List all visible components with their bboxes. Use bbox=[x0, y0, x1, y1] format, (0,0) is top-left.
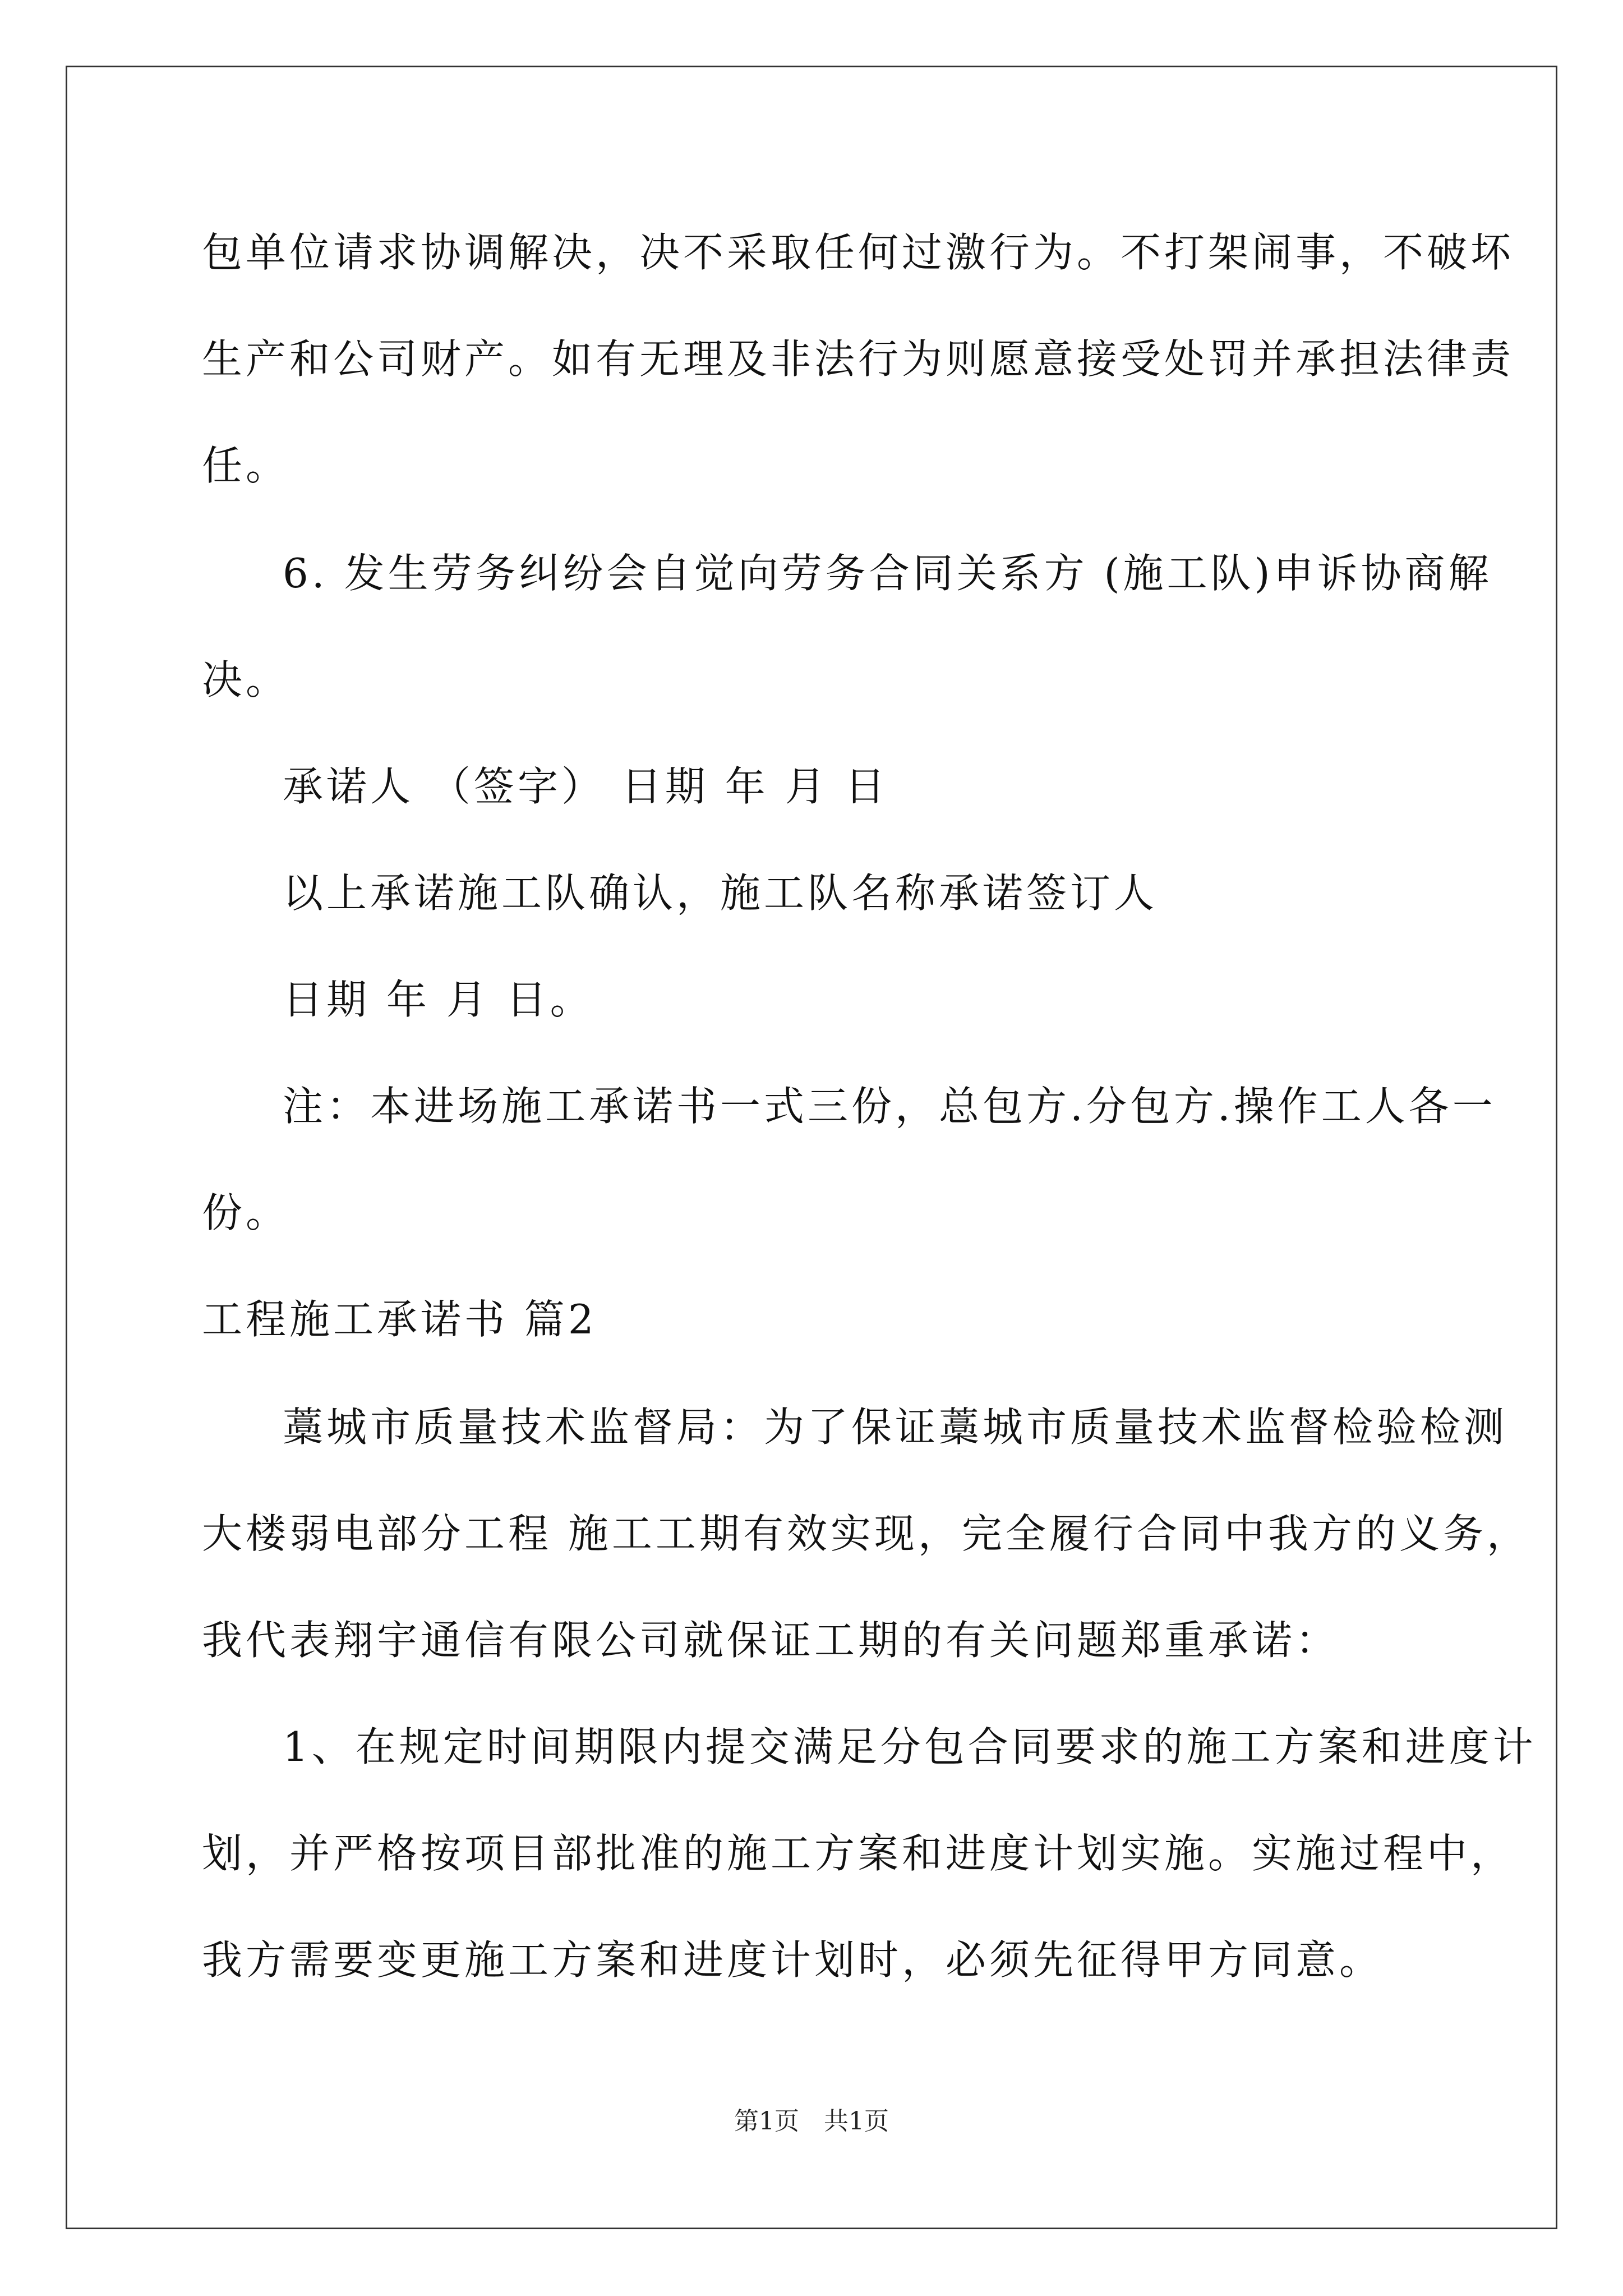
text-line: 注：本进场施工承诺书一式三份，总包方.分包方.操作工人各一 bbox=[283, 1083, 1496, 1130]
text-line: 1、在规定时间期限内提交满足分包合同要求的施工方案和进度计 bbox=[283, 1723, 1537, 1770]
text-line: 以上承诺施工队确认，施工队名称承诺签订人 bbox=[283, 869, 1158, 917]
text-line: 我代表翔宇通信有限公司就保证工期的有关问题郑重承诺： bbox=[202, 1617, 1340, 1664]
section-heading: 工程施工承诺书 篇2 bbox=[202, 1296, 597, 1343]
page-footer: 第1页 共1页 bbox=[734, 2107, 889, 2136]
text-line: 大楼弱电部分工程 施工工期有效实现，完全履行合同中我方的义务， bbox=[202, 1510, 1530, 1557]
text-line: 藁城市质量技术监督局：为了保证藁城市质量技术监督检验检测 bbox=[283, 1404, 1508, 1451]
text-line: 份。 bbox=[202, 1189, 290, 1236]
text-line: 决。 bbox=[202, 656, 290, 703]
text-line: 包单位请求协调解决，决不采取任何过激行为。不打架闹事，不破坏 bbox=[202, 229, 1515, 276]
text-line: 我方需要变更施工方案和进度计划时，必须先征得甲方同意。 bbox=[202, 1936, 1384, 1984]
text-line: 划，并严格按项目部批准的施工方案和进度计划实施。实施过程中， bbox=[202, 1830, 1515, 1877]
text-line: 承诺人 （签字） 日期 年 月 日 bbox=[283, 763, 889, 810]
text-line: 任。 bbox=[202, 442, 290, 489]
text-line: 6. 发生劳务纠纷会自觉向劳务合同关系方 (施工队)申诉协商解 bbox=[283, 550, 1492, 597]
text-line: 生产和公司财产。如有无理及非法行为则愿意接受处罚并承担法律责 bbox=[202, 335, 1515, 383]
text-line: 日期 年 月 日。 bbox=[283, 976, 594, 1023]
page-border bbox=[66, 66, 1557, 2229]
